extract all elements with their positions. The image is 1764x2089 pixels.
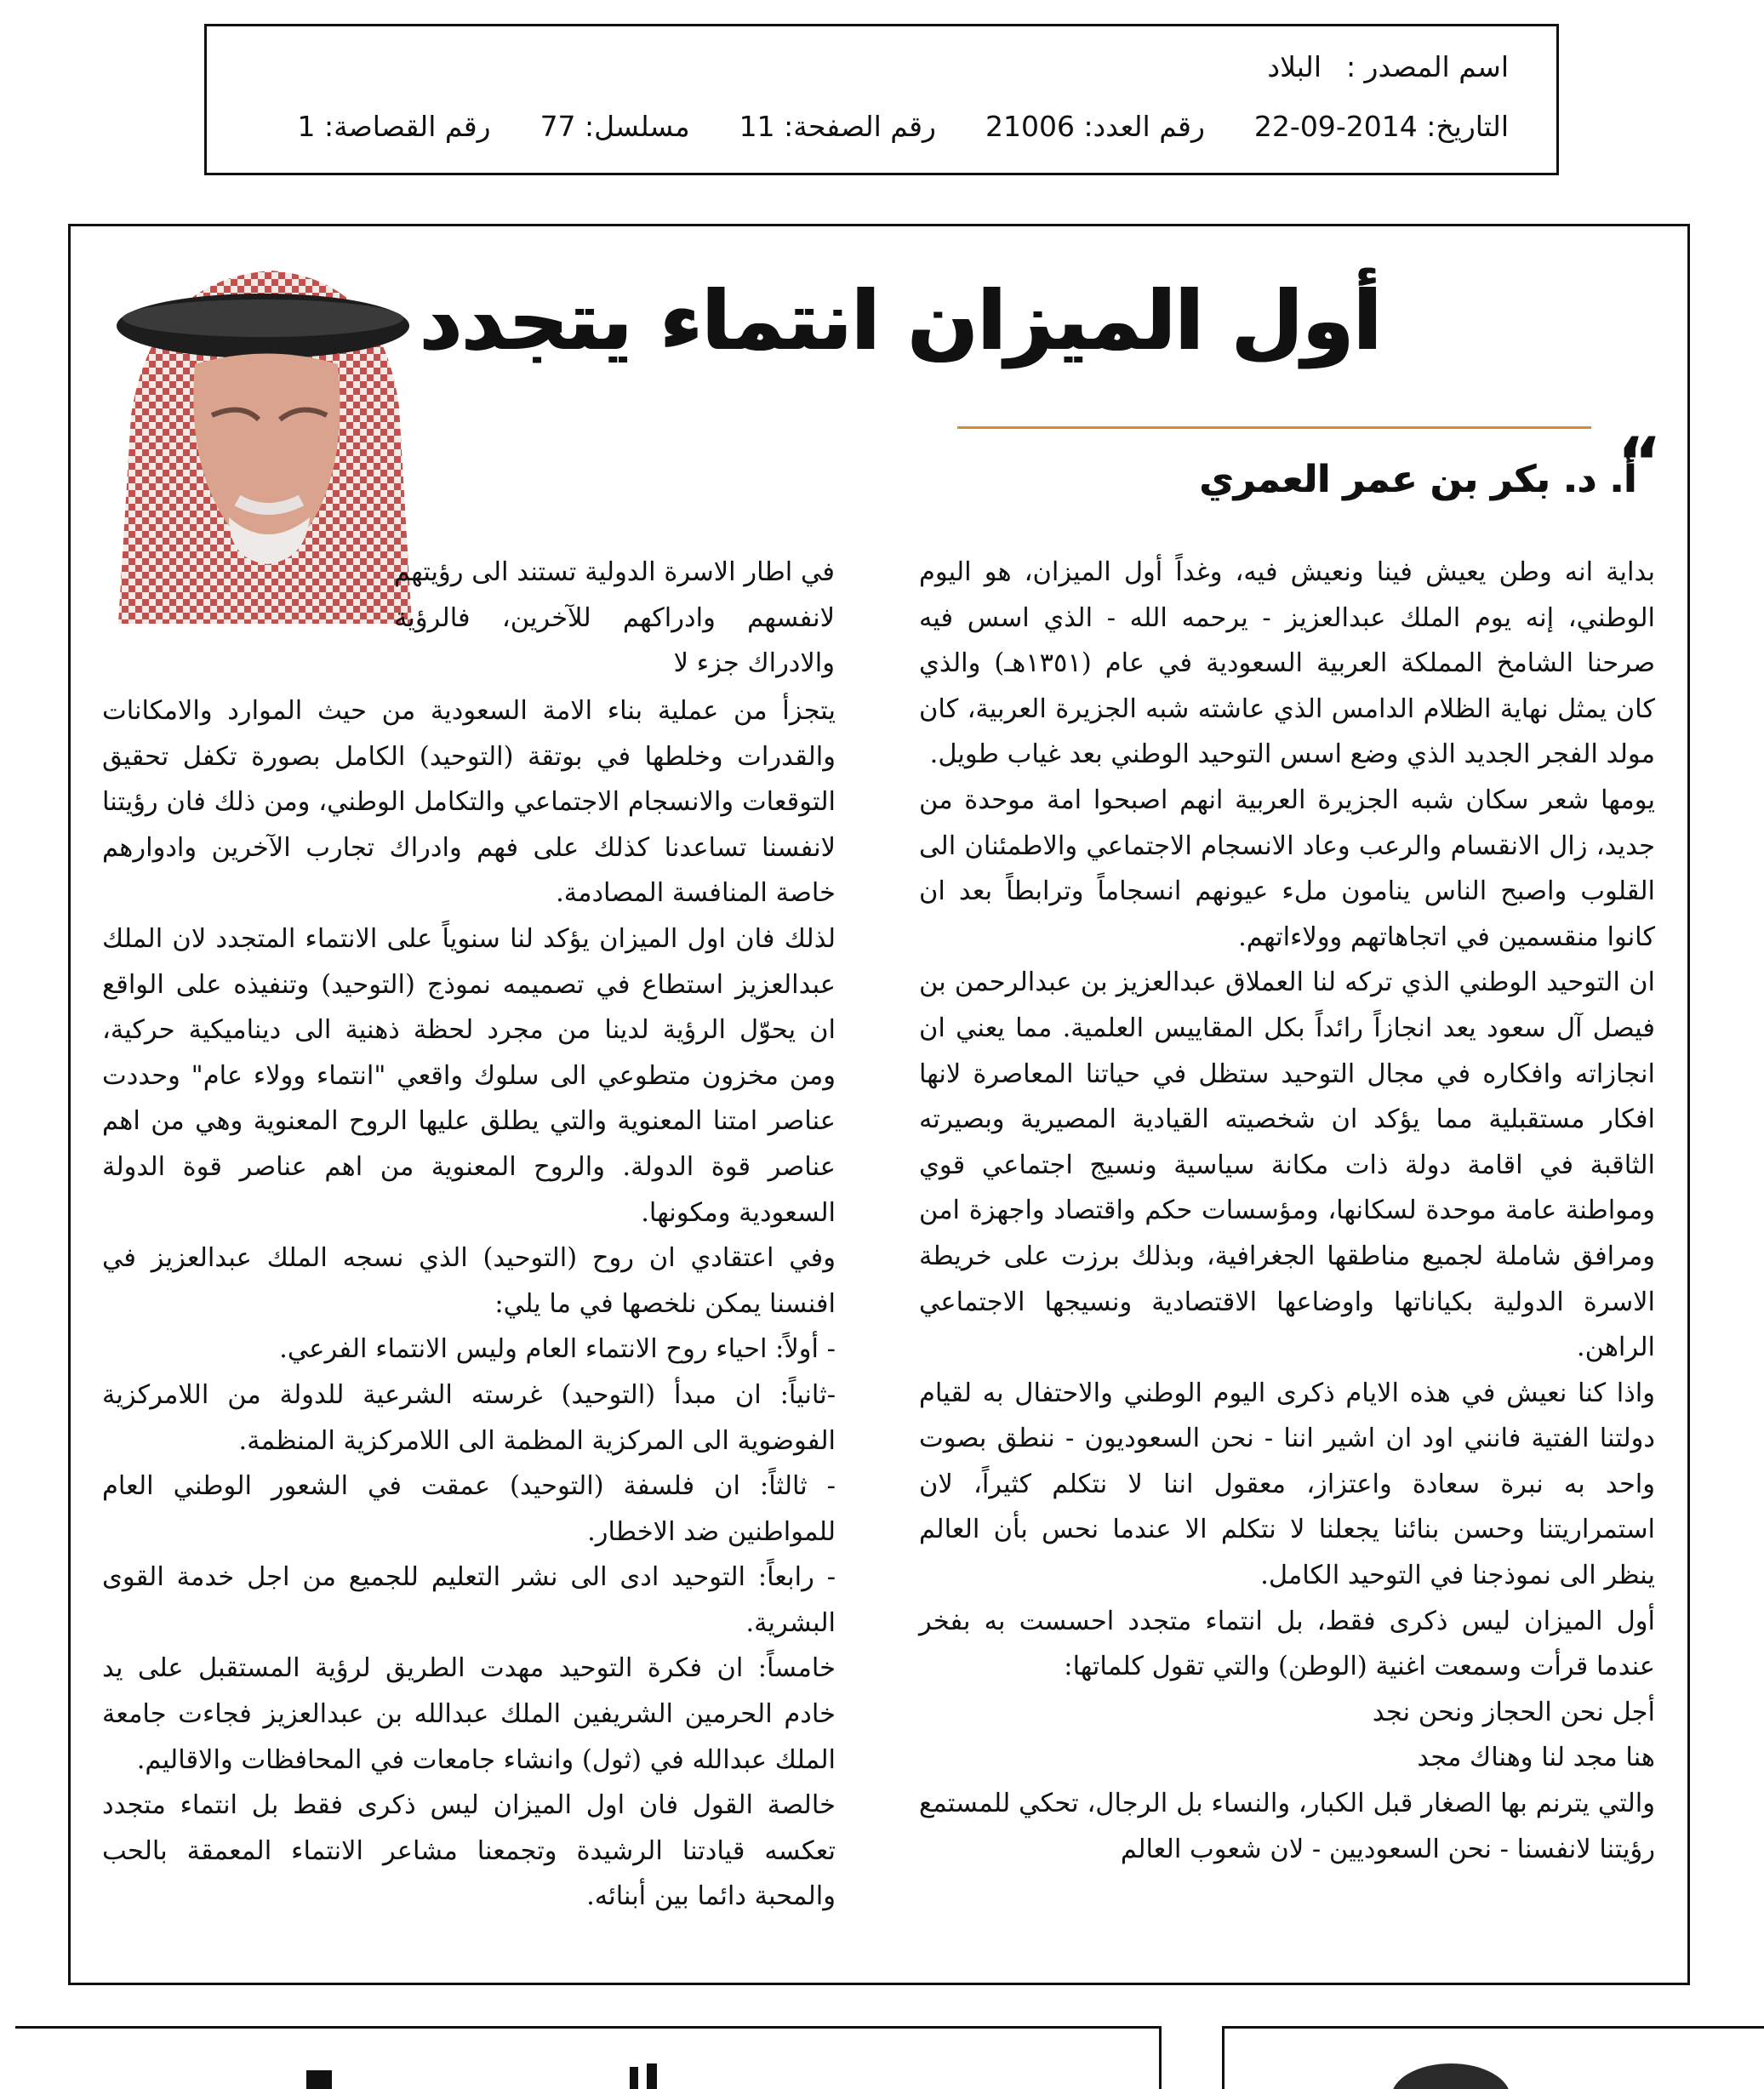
- paragraph: يومها شعر سكان شبه الجزيرة العربية انهم اصبحوا امة موحدة من جديد، زال الانقسام والرعب وعاد الانسجام الاجتماعي والاطمئنان الى القلوب واصبح الناس ينامون ملء عيونهم انسجاماً وترابطاً بعد ان كانوا منقسمين في اتجاهاتهم وولاءاتهم.: [919, 785, 1655, 952]
- issue-number: رقم العدد: 21006: [985, 110, 1205, 143]
- serial-number: مسلسل: 77: [539, 110, 690, 143]
- issue-details-row: [248, 110, 1509, 143]
- clip-number: رقم القصاصة: 1: [297, 110, 491, 143]
- article-clipping: [68, 224, 1690, 1985]
- date-label: التاريخ: 2014-09-22: [1253, 110, 1509, 143]
- list-item: - رابعاً: التوحيد ادى الى نشر التعليم للجميع من اجل خدمة القوى البشرية.: [102, 1562, 836, 1638]
- paragraph: بداية انه وطن يعيش فينا ونعيش فيه، وغداً أول الميزان، هو اليوم الوطني، إنه يوم الملك عبدالعزيز - يرحمه الله - الذي اسس فيه صرحنا الشامخ المملكة العربية السعودية في عام (١٣٥١هـ) والذي كان يمثل نهاية الظلام الدامس الذي عاشته شبه الجزيرة العربية، كان مولد الفجر الجديد الذي وضع اسس التوحيد الوطني بعد غياب طويل.: [919, 557, 1655, 770]
- poem-line: أجل نحن الحجاز ونحن نجد: [1372, 1697, 1655, 1727]
- paragraph: وفي اعتقادي ان روح (التوحيد) الذي نسجه الملك عبدالعزيز في افنسنا يمكن نلخصها في ما يلي:: [102, 1243, 836, 1319]
- author-portrait: [101, 245, 418, 624]
- paragraph: أول الميزان ليس ذكرى فقط، بل انتماء متجدد احسست به بفخر عندما قرأت وسمعت اغنية (الوطن) والتي تقول كلماتها:: [919, 1606, 1655, 1682]
- paragraph: ان التوحيد الوطني الذي تركه لنا العملاق عبدالعزيز بن عبدالرحمن بن فيصل آل سعود يعد انجازاً رائداً بكل المقاييس العلمية. مما يعني ان انجازاته وافكاره في مجال التوحيد ستظل في حياتنا المعاصرة لانها افكار مستقبلية مما يؤكد ان شخصيته القيادية المصيرية وبصيرته الثاقبة في اقامة دولة ذات مكانة سياسية ونسيج اجتماعي قوي ومواطنة عامة موحدة لسكانها، ومؤسسات حكم واقتصاد واجهزة امن ومرافق شاملة لجميع مناطقها الجغرافية، وبذلك برزت على خريطة الاسرة الدولية بكياناتها واوضاعها الاقتصادية ونسيجها الاجتماعي الراهن.: [919, 967, 1655, 1363]
- paragraph: والتي يترنم بها الصغار قبل الكبار، والنساء بل الرجال، تحكي للمستمع رؤيتنا لانفسنا - نحن السعوديين - لان شعوب العالم: [919, 1789, 1655, 1864]
- next-article-border: [1159, 2026, 1162, 2089]
- headline-rule: [957, 426, 1591, 429]
- page-number: رقم الصفحة: 11: [739, 110, 936, 143]
- article-column-left-top: [394, 550, 835, 687]
- next-article-border: [1222, 2026, 1225, 2089]
- quote-mark-icon: “: [1617, 423, 1662, 502]
- article-column-right: [919, 550, 1655, 1872]
- source-value: البلاد: [1267, 50, 1322, 83]
- list-item: - أولاً: احياء روح الانتماء العام وليس الانتماء الفرعي.: [279, 1334, 836, 1365]
- source-row: [1267, 50, 1509, 83]
- paragraph: خالصة القول فان اول الميزان ليس ذكرى فقط بل انتماء متجدد تعكسه قيادتنا الرشيدة وتجمعنا مشاعر الانتماء المعمقة بالحب والمحبة دائما بين أبنائه.: [102, 1790, 836, 1912]
- list-item: خامساً: ان فكرة التوحيد مهدت الطريق لرؤية المستقبل على يد خادم الحرمين الشريفين الملك عبدالله بن عبدالعزيز فجاءت جامعة الملك عبدالله في (ثول) وانشاء جامعات في المحافظات والاقاليم.: [102, 1653, 836, 1775]
- poem-line: هنا مجد لنا وهناك مجد: [1417, 1743, 1655, 1773]
- author-byline: أ. د. بكر بن عمر العمري: [1199, 458, 1636, 501]
- paragraph: في اطار الاسرة الدولية تستند الى رؤيتهم لانفسهم وادراكهم للآخرين، فالرؤية والادراك جزء لا: [394, 557, 835, 679]
- cropped-headline-fragment: [306, 2063, 672, 2089]
- cropped-photo-fragment: [1370, 2046, 1532, 2089]
- source-metadata-box: [204, 24, 1559, 175]
- list-item: - ثالثاً: ان فلسفة (التوحيد) عمقت في الشعور الوطني العام للمواطنين ضد الاخطار.: [102, 1471, 836, 1547]
- next-article-border: [1222, 2026, 1764, 2029]
- source-label: اسم المصدر :: [1345, 50, 1509, 83]
- article-headline: أول الميزان انتماء يتجدد: [420, 273, 1381, 368]
- article-column-left: [102, 688, 836, 1920]
- list-item: -ثانياً: ان مبدأ (التوحيد) غرسته الشرعية للدولة من اللامركزية الفوضوية الى المركزية المظمة الى اللامركزية المنظمة.: [102, 1379, 836, 1456]
- paragraph: لذلك فان اول الميزان يؤكد لنا سنوياً على الانتماء المتجدد لان الملك عبدالعزيز استطاع في تصميمه نموذج (التوحيد) وتنفيذه على الواقع ان يحوّل الرؤية لدينا من مجرد لحظة ذهنية الى ديناميكية حركية، ومن مخزون متطوعي الى سلوك واقعي "انتماء وولاء عام" وحددت عناصر امتنا المعنوية والتي يطلق عليها الروح المعنوية وهي من اهم عناصر قوة الدولة. والروح المعنوية من اهم عناصر قوة الدولة السعودية ومكونها.: [102, 923, 836, 1228]
- author-portrait-image: [101, 245, 418, 624]
- paragraph: يتجزأ من عملية بناء الامة السعودية من حيث الموارد والامكانات والقدرات وخلطها في بوتقة (التوحيد) الكامل بصورة تكفل تحقيق التوقعات والانسجام الاجتماعي والتكامل الوطني، ومن ذلك فان رؤيتنا لانفسنا تساعدنا كذلك على فهم وادراك تجارب الآخرين وادوارهم خاصة المنافسة المصادمة.: [102, 696, 836, 909]
- paragraph: واذا كنا نعيش في هذه الايام ذكرى اليوم الوطني والاحتفال به لقيام دولتنا الفتية فانني اود ان اشير اننا - نحن السعوديون - ننطق بصوت واحد به نبرة سعادة واعتزاز، معقول اننا لا نتكلم كثيراً، لان استمراريتنا وحسن بنائنا يجعلنا لا نتكلم الا عندما نحس بأن العالم ينظر الى نموذجنا في التوحيد الكامل.: [919, 1378, 1655, 1591]
- next-article-border: [15, 2026, 1162, 2029]
